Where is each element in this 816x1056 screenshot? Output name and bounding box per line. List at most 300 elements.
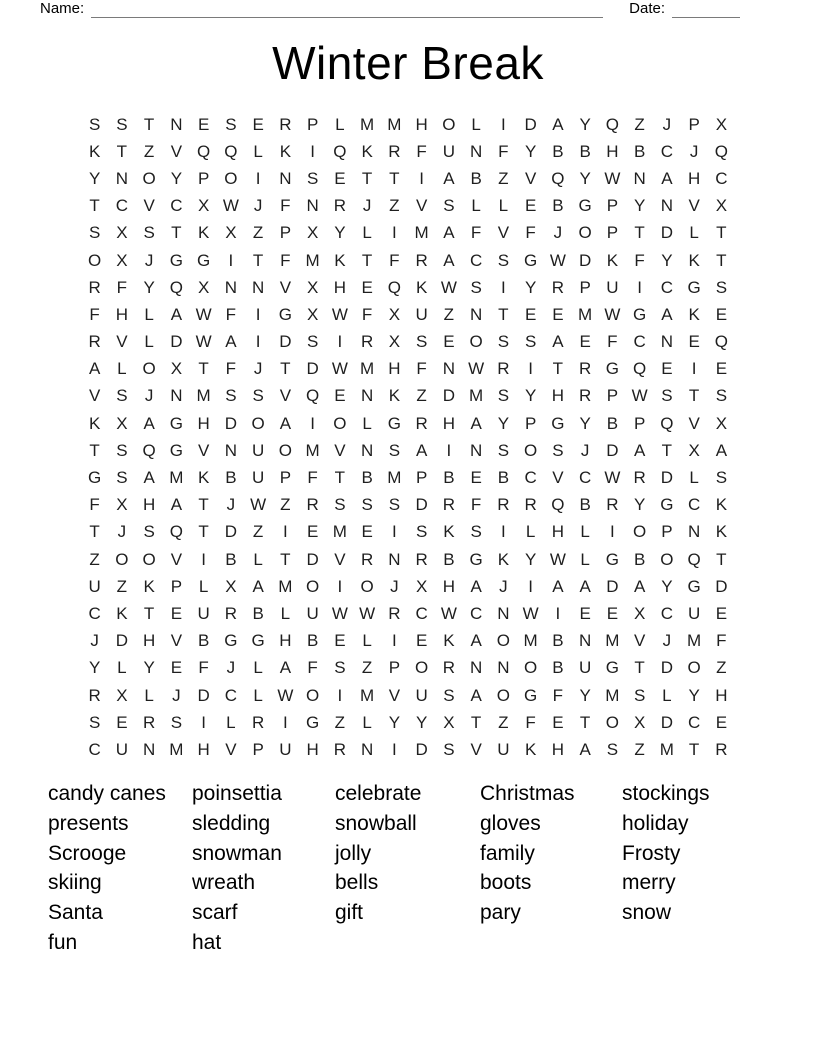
grid-cell-letter: I bbox=[310, 141, 315, 161]
grid-row bbox=[81, 138, 735, 165]
grid-cell-letter: Z bbox=[634, 739, 645, 759]
grid-cell-letter: U bbox=[442, 141, 456, 161]
grid-cell-letter: X bbox=[715, 413, 728, 433]
grid-cell-letter: W bbox=[250, 495, 267, 515]
grid-cell-letter: T bbox=[280, 359, 291, 379]
grid-cell-letter: U bbox=[415, 685, 428, 705]
grid-cell-letter: C bbox=[88, 739, 101, 759]
grid-cell-letter: C bbox=[469, 250, 483, 270]
grid-cell-letter: N bbox=[306, 196, 319, 216]
grid-cell-letter: R bbox=[251, 712, 265, 732]
grid-cell-letter: F bbox=[470, 223, 482, 243]
grid-cell-letter: Q bbox=[387, 277, 401, 297]
grid-cell-letter: I bbox=[501, 114, 506, 134]
grid-cell-letter: A bbox=[470, 413, 482, 433]
word-list-item: boots bbox=[480, 871, 532, 895]
grid-cell-letter: I bbox=[337, 332, 343, 352]
grid-cell-letter: L bbox=[471, 114, 481, 134]
grid-cell-letter: N bbox=[224, 277, 238, 297]
grid-cell-letter: P bbox=[606, 223, 619, 243]
grid-row bbox=[81, 301, 735, 328]
grid-cell-letter: K bbox=[606, 250, 619, 270]
grid-cell-letter: E bbox=[688, 332, 700, 352]
grid-cell-letter: D bbox=[660, 468, 674, 488]
grid-cell-letter: B bbox=[552, 141, 564, 161]
grid-cell-letter: I bbox=[610, 522, 615, 542]
grid-cell-letter: A bbox=[170, 495, 183, 515]
grid-cell-letter: L bbox=[144, 304, 154, 324]
grid-cell-letter: K bbox=[88, 413, 101, 433]
grid-cell-letter: T bbox=[198, 359, 209, 379]
grid-cell-letter: G bbox=[551, 413, 565, 433]
grid-cell-letter: M bbox=[605, 631, 620, 651]
grid-cell-letter: I bbox=[691, 359, 697, 379]
grid-cell-letter: G bbox=[88, 468, 102, 488]
grid-cell-letter: W bbox=[331, 304, 348, 324]
grid-cell-letter: M bbox=[387, 114, 402, 134]
grid-cell-letter: R bbox=[224, 603, 238, 623]
grid-cell-letter: R bbox=[415, 413, 428, 433]
grid-cell-letter: F bbox=[198, 658, 209, 678]
grid-cell-letter: O bbox=[496, 685, 510, 705]
word-list-item: jolly bbox=[335, 841, 372, 865]
grid-cell-letter: V bbox=[88, 386, 101, 406]
grid-cell-letter: J bbox=[499, 576, 508, 596]
grid-cell-letter: O bbox=[142, 359, 156, 379]
grid-cell-letter: S bbox=[225, 114, 237, 134]
word-list-column bbox=[192, 779, 282, 958]
grid-cell-letter: V bbox=[633, 631, 646, 651]
grid-cell-letter: M bbox=[305, 440, 320, 460]
grid-cell-letter: R bbox=[415, 250, 428, 270]
grid-cell-letter: O bbox=[524, 440, 538, 460]
grid-cell-letter: C bbox=[224, 685, 238, 705]
grid-cell-letter: M bbox=[169, 739, 184, 759]
grid-cell-letter: D bbox=[279, 332, 292, 352]
grid-row bbox=[81, 410, 735, 437]
grid-cell-letter: S bbox=[443, 196, 455, 216]
grid-row bbox=[81, 519, 735, 546]
grid-cell-letter: I bbox=[283, 522, 288, 542]
grid-cell-letter: F bbox=[498, 141, 509, 161]
grid-row bbox=[81, 193, 735, 220]
grid-cell-letter: S bbox=[334, 658, 346, 678]
grid-row bbox=[81, 220, 735, 247]
grid-cell-letter: U bbox=[578, 658, 592, 678]
grid-cell-letter: F bbox=[416, 359, 427, 379]
grid-cell-letter: R bbox=[715, 739, 728, 759]
grid-cell-letter: S bbox=[470, 277, 482, 297]
grid-cell-letter: O bbox=[306, 685, 320, 705]
grid-cell-letter: R bbox=[88, 685, 101, 705]
grid-cell-letter: E bbox=[334, 386, 346, 406]
grid-cell-letter: E bbox=[579, 603, 591, 623]
grid-cell-letter: S bbox=[334, 495, 346, 515]
grid-cell-letter: K bbox=[197, 223, 210, 243]
word-list-item: wreath bbox=[192, 871, 256, 895]
grid-cell-letter: Z bbox=[252, 522, 264, 542]
grid-cell-letter: Y bbox=[88, 168, 101, 188]
grid-cell-letter: F bbox=[525, 223, 536, 243]
grid-cell-letter: W bbox=[440, 277, 457, 297]
grid-cell-letter: J bbox=[144, 250, 154, 270]
grid-cell-letter: S bbox=[633, 685, 646, 705]
grid-cell-letter: T bbox=[143, 603, 155, 623]
grid-cell-letter: K bbox=[388, 386, 401, 406]
grid-cell-letter: B bbox=[470, 168, 482, 188]
grid-cell-letter: N bbox=[170, 114, 183, 134]
grid-cell-letter: N bbox=[469, 304, 483, 324]
grid-cell-letter: O bbox=[415, 658, 429, 678]
grid-cell-letter: I bbox=[228, 250, 234, 270]
grid-cell-letter: E bbox=[306, 522, 319, 542]
grid-cell-letter: O bbox=[524, 658, 538, 678]
grid-cell-letter: S bbox=[715, 277, 728, 297]
grid-cell-letter: I bbox=[392, 522, 397, 542]
grid-cell-letter: Y bbox=[579, 685, 591, 705]
grid-cell-letter: B bbox=[361, 468, 373, 488]
grid-cell-letter: G bbox=[306, 712, 320, 732]
grid-cell-letter: R bbox=[578, 386, 592, 406]
grid-cell-letter: L bbox=[580, 549, 590, 569]
grid-cell-letter: G bbox=[169, 440, 183, 460]
grid-cell-letter: B bbox=[252, 603, 264, 623]
grid-cell-letter: M bbox=[578, 304, 593, 324]
grid-cell-letter: E bbox=[443, 332, 455, 352]
grid-cell-letter: P bbox=[524, 413, 537, 433]
grid-cell-letter: T bbox=[498, 304, 509, 324]
grid-cell-letter: L bbox=[117, 658, 127, 678]
grid-cell-letter: D bbox=[660, 658, 674, 678]
grid-cell-letter: Q bbox=[714, 141, 728, 161]
grid-cell-letter: W bbox=[331, 603, 348, 623]
grid-cell-letter: I bbox=[392, 631, 397, 651]
grid-cell-letter: P bbox=[606, 196, 619, 216]
grid-cell-letter: V bbox=[170, 631, 183, 651]
grid-cell-letter: T bbox=[89, 522, 100, 542]
grid-cell-letter: L bbox=[580, 522, 590, 542]
grid-cell-letter: S bbox=[497, 386, 510, 406]
grid-cell-letter: S bbox=[552, 440, 564, 460]
grid-cell-letter: H bbox=[715, 685, 728, 705]
grid-cell-letter: E bbox=[715, 304, 728, 324]
grid-cell-letter: J bbox=[390, 576, 399, 596]
grid-cell-letter: W bbox=[222, 196, 239, 216]
grid-cell-letter: F bbox=[225, 359, 237, 379]
grid-cell-letter: H bbox=[442, 576, 456, 596]
grid-cell-letter: E bbox=[470, 468, 482, 488]
grid-cell-letter: U bbox=[115, 739, 129, 759]
grid-cell-letter: S bbox=[116, 468, 128, 488]
grid-cell-letter: K bbox=[715, 522, 728, 542]
grid-cell-letter: K bbox=[524, 739, 537, 759]
grid-cell-letter: B bbox=[552, 658, 564, 678]
grid-cell-letter: N bbox=[360, 739, 374, 759]
grid-cell-letter: L bbox=[362, 413, 372, 433]
grid-cell-letter: J bbox=[144, 386, 154, 406]
grid-cell-letter: N bbox=[251, 277, 265, 297]
grid-cell-letter: Q bbox=[224, 141, 238, 161]
grid-cell-letter: X bbox=[633, 603, 646, 623]
grid-cell-letter: A bbox=[170, 304, 183, 324]
grid-cell-letter: M bbox=[360, 114, 375, 134]
grid-cell-letter: V bbox=[279, 277, 292, 297]
grid-cell-letter: A bbox=[470, 631, 482, 651]
grid-cell-letter: T bbox=[552, 359, 564, 379]
grid-cell-letter: C bbox=[715, 168, 728, 188]
grid-cell-letter: J bbox=[362, 196, 372, 216]
grid-cell-letter: L bbox=[362, 631, 372, 651]
grid-cell-letter: N bbox=[388, 549, 401, 569]
grid-cell-letter: A bbox=[715, 440, 728, 460]
grid-cell-letter: P bbox=[279, 223, 292, 243]
grid-cell-letter: U bbox=[415, 304, 428, 324]
grid-cell-letter: H bbox=[306, 739, 319, 759]
grid-cell-letter: N bbox=[660, 332, 674, 352]
grid-cell-letter: P bbox=[279, 468, 292, 488]
grid-cell-letter: R bbox=[360, 332, 374, 352]
grid-cell-letter: F bbox=[116, 277, 128, 297]
grid-cell-letter: P bbox=[388, 658, 401, 678]
word-list-item: Santa bbox=[48, 901, 103, 925]
grid-cell-letter: N bbox=[497, 603, 510, 623]
grid-cell-letter: N bbox=[442, 359, 456, 379]
grid-cell-letter: M bbox=[605, 685, 620, 705]
grid-cell-letter: L bbox=[226, 712, 236, 732]
grid-cell-letter: R bbox=[551, 277, 565, 297]
grid-cell-letter: D bbox=[115, 631, 129, 651]
word-list-item: poinsettia bbox=[192, 782, 282, 805]
grid-cell-letter: O bbox=[578, 223, 592, 243]
grid-cell-letter: X bbox=[715, 114, 728, 134]
grid-cell-letter: T bbox=[198, 522, 209, 542]
grid-cell-letter: Y bbox=[661, 250, 673, 270]
grid-row bbox=[81, 492, 735, 519]
grid-cell-letter: F bbox=[416, 141, 427, 161]
grid-cell-letter: Q bbox=[551, 495, 565, 515]
grid-cell-letter: Q bbox=[333, 141, 347, 161]
grid-cell-letter: T bbox=[280, 549, 291, 569]
grid-cell-letter: N bbox=[469, 658, 483, 678]
grid-cell-letter: P bbox=[306, 114, 319, 134]
word-list-item: gloves bbox=[480, 811, 541, 835]
grid-cell-letter: G bbox=[469, 549, 483, 569]
grid-cell-letter: D bbox=[606, 440, 619, 460]
grid-cell-letter: L bbox=[144, 685, 154, 705]
grid-cell-letter: T bbox=[143, 114, 155, 134]
grid-cell-letter: X bbox=[116, 495, 128, 515]
grid-cell-letter: M bbox=[278, 576, 293, 596]
grid-cell-letter: X bbox=[306, 223, 319, 243]
grid-cell-letter: V bbox=[497, 223, 510, 243]
grid-cell-letter: A bbox=[88, 359, 101, 379]
grid-cell-letter: S bbox=[443, 739, 455, 759]
word-list-item: presents bbox=[48, 811, 129, 835]
grid-cell-letter: C bbox=[633, 332, 646, 352]
grid-cell-letter: P bbox=[633, 413, 646, 433]
grid-cell-letter: Z bbox=[143, 141, 155, 161]
grid-cell-letter: B bbox=[225, 468, 237, 488]
grid-cell-letter: A bbox=[552, 332, 564, 352]
grid-cell-letter: F bbox=[280, 250, 291, 270]
grid-cell-letter: L bbox=[362, 223, 372, 243]
grid-cell-letter: F bbox=[361, 304, 373, 324]
grid-cell-letter: M bbox=[687, 631, 702, 651]
grid-row bbox=[81, 655, 735, 682]
grid-cell-letter: N bbox=[170, 386, 183, 406]
grid-cell-letter: X bbox=[116, 223, 128, 243]
grid-cell-letter: C bbox=[687, 495, 701, 515]
grid-cell-letter: L bbox=[117, 359, 127, 379]
grid-cell-letter: N bbox=[142, 739, 156, 759]
grid-cell-letter: R bbox=[279, 114, 292, 134]
grid-cell-letter: O bbox=[278, 440, 292, 460]
word-list-item: candy canes bbox=[48, 782, 166, 805]
grid-cell-letter: S bbox=[252, 386, 264, 406]
grid-cell-letter: K bbox=[688, 304, 700, 324]
grid-cell-letter: I bbox=[255, 332, 261, 352]
grid-cell-letter: V bbox=[197, 440, 210, 460]
grid-cell-letter: A bbox=[279, 658, 292, 678]
grid-cell-letter: T bbox=[334, 468, 346, 488]
grid-cell-letter: T bbox=[361, 250, 373, 270]
grid-cell-letter: O bbox=[469, 332, 483, 352]
word-list-item: snow bbox=[622, 901, 672, 925]
grid-cell-letter: Y bbox=[170, 168, 183, 188]
name-blank-line bbox=[91, 5, 603, 18]
grid-cell-letter: S bbox=[497, 250, 510, 270]
grid-cell-letter: X bbox=[116, 413, 128, 433]
date-blank-line bbox=[672, 5, 740, 18]
grid-cell-letter: D bbox=[306, 549, 319, 569]
grid-cell-letter: F bbox=[552, 685, 564, 705]
grid-cell-letter: T bbox=[252, 250, 264, 270]
grid-cell-letter: G bbox=[169, 250, 183, 270]
grid-cell-letter: G bbox=[524, 685, 538, 705]
grid-cell-letter: N bbox=[687, 522, 701, 542]
grid-cell-letter: X bbox=[170, 359, 183, 379]
grid-cell-letter: H bbox=[197, 739, 210, 759]
grid-cell-letter: H bbox=[388, 359, 401, 379]
grid-cell-letter: Y bbox=[143, 658, 155, 678]
word-list-item: family bbox=[480, 841, 535, 865]
grid-cell-letter: N bbox=[633, 168, 646, 188]
grid-cell-letter: R bbox=[524, 495, 537, 515]
grid-cell-letter: I bbox=[637, 277, 642, 297]
grid-cell-letter: R bbox=[88, 277, 101, 297]
grid-cell-letter: R bbox=[633, 468, 646, 488]
grid-row bbox=[81, 736, 735, 763]
grid-cell-letter: K bbox=[279, 141, 292, 161]
grid-cell-letter: D bbox=[578, 250, 592, 270]
grid-cell-letter: R bbox=[497, 359, 510, 379]
grid-cell-letter: H bbox=[115, 304, 129, 324]
grid-cell-letter: X bbox=[306, 304, 319, 324]
grid-cell-letter: T bbox=[470, 712, 482, 732]
grid-cell-letter: J bbox=[226, 495, 236, 515]
grid-cell-letter: Y bbox=[88, 658, 101, 678]
grid-cell-letter: E bbox=[197, 114, 210, 134]
grid-cell-letter: G bbox=[524, 250, 538, 270]
word-list-item: merry bbox=[622, 871, 676, 895]
grid-cell-letter: E bbox=[252, 114, 264, 134]
grid-cell-letter: O bbox=[142, 549, 156, 569]
grid-cell-letter: X bbox=[225, 576, 237, 596]
grid-cell-letter: B bbox=[579, 495, 591, 515]
grid-cell-letter: S bbox=[606, 739, 619, 759]
grid-cell-letter: W bbox=[549, 250, 566, 270]
grid-cell-letter: I bbox=[392, 223, 397, 243]
grid-cell-letter: J bbox=[253, 359, 263, 379]
grid-cell-letter: S bbox=[661, 386, 673, 406]
grid-cell-letter: R bbox=[333, 196, 347, 216]
grid-cell-letter: F bbox=[389, 250, 400, 270]
grid-cell-letter: K bbox=[334, 250, 346, 270]
grid-cell-letter: F bbox=[716, 631, 727, 651]
grid-cell-letter: I bbox=[419, 168, 424, 188]
grid-cell-letter: K bbox=[443, 522, 455, 542]
grid-cell-letter: J bbox=[662, 114, 672, 134]
grid-cell-letter: B bbox=[497, 468, 510, 488]
grid-cell-letter: D bbox=[170, 332, 183, 352]
grid-cell-letter: A bbox=[633, 576, 646, 596]
word-list-item: sledding bbox=[192, 811, 271, 835]
word-list-item: Scrooge bbox=[48, 841, 127, 865]
word-list-column bbox=[335, 779, 421, 928]
grid-cell-letter: B bbox=[579, 141, 591, 161]
grid-cell-letter: E bbox=[715, 712, 728, 732]
grid-cell-letter: E bbox=[524, 196, 537, 216]
grid-cell-letter: X bbox=[633, 712, 646, 732]
grid-cell-letter: S bbox=[116, 114, 128, 134]
grid-cell-letter: G bbox=[169, 413, 183, 433]
grid-cell-letter: H bbox=[279, 631, 292, 651]
grid-cell-letter: T bbox=[634, 223, 645, 243]
grid-cell-letter: H bbox=[687, 168, 701, 188]
grid-cell-letter: O bbox=[360, 576, 374, 596]
grid-cell-letter: I bbox=[446, 440, 452, 460]
grid-cell-letter: X bbox=[688, 440, 700, 460]
grid-cell-letter: O bbox=[251, 413, 265, 433]
word-list-item: fun bbox=[48, 930, 78, 954]
grid-cell-letter: M bbox=[169, 468, 184, 488]
word-list-item: gift bbox=[335, 901, 364, 925]
grid-row bbox=[81, 573, 735, 600]
grid-cell-letter: D bbox=[524, 114, 537, 134]
grid-cell-letter: N bbox=[660, 196, 674, 216]
grid-cell-letter: A bbox=[415, 440, 428, 460]
date-label: Date: bbox=[629, 0, 665, 17]
grid-cell-letter: E bbox=[170, 603, 183, 623]
grid-cell-letter: K bbox=[116, 603, 128, 623]
grid-cell-letter: E bbox=[524, 304, 537, 324]
grid-cell-letter: I bbox=[555, 603, 561, 623]
grid-cell-letter: L bbox=[335, 114, 345, 134]
grid-cell-letter: Q bbox=[169, 277, 183, 297]
grid-row bbox=[81, 247, 735, 274]
grid-cell-letter: J bbox=[172, 685, 181, 705]
grid-cell-letter: J bbox=[90, 631, 99, 651]
grid-cell-letter: G bbox=[633, 304, 647, 324]
grid-cell-letter: Q bbox=[687, 549, 701, 569]
grid-cell-letter: V bbox=[524, 168, 537, 188]
grid-cell-letter: O bbox=[115, 549, 129, 569]
grid-cell-letter: G bbox=[197, 250, 211, 270]
grid-cell-letter: X bbox=[415, 576, 428, 596]
grid-cell-letter: S bbox=[170, 712, 183, 732]
grid-cell-letter: W bbox=[359, 603, 376, 623]
grid-cell-letter: T bbox=[688, 386, 700, 406]
